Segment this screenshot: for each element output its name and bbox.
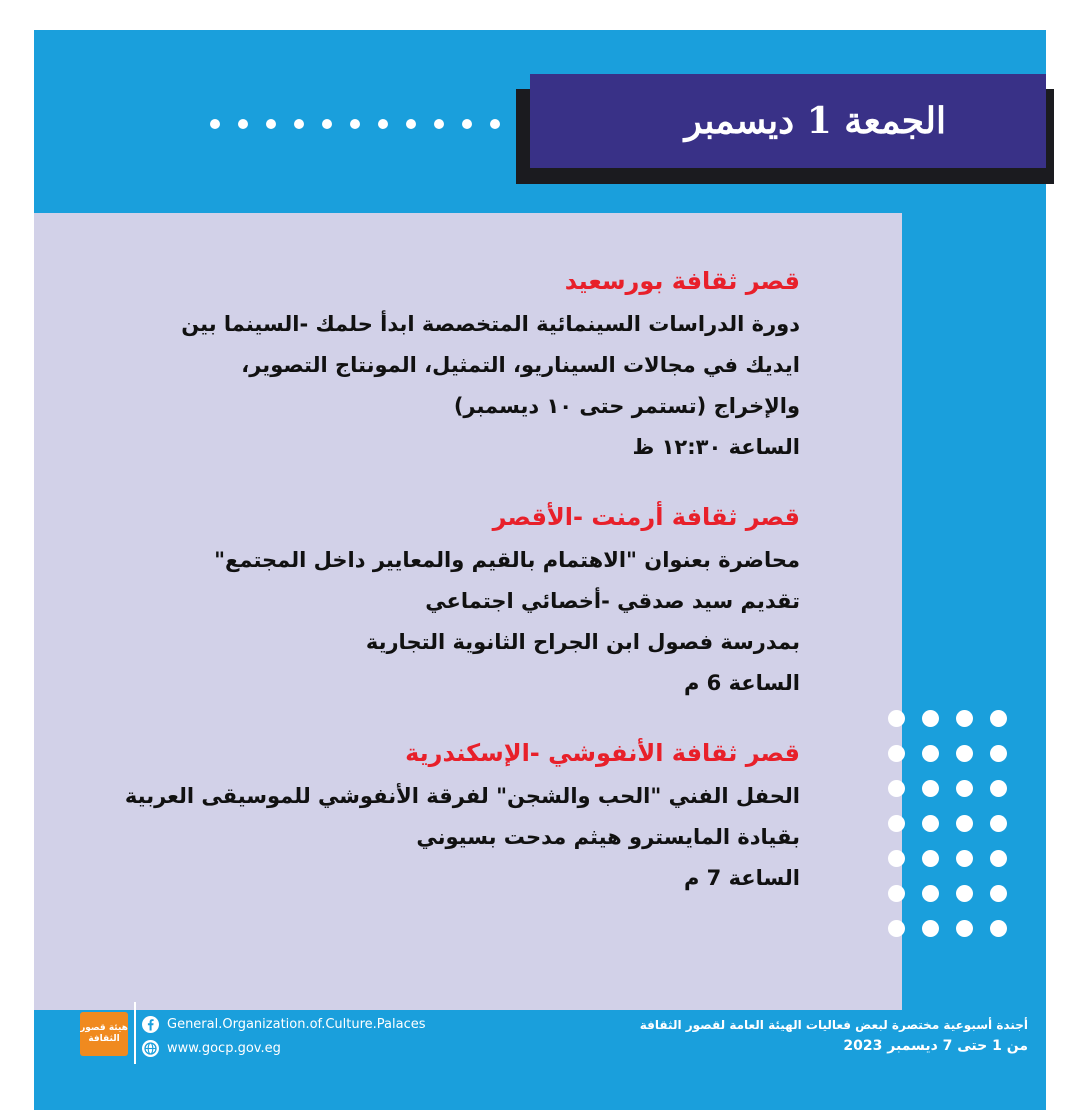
facebook-icon — [142, 1016, 159, 1033]
dot-decoration — [888, 780, 905, 797]
footer-divider — [134, 1002, 136, 1064]
decorative-dot-grid — [888, 710, 1008, 972]
event-detail-line: تقديم سيد صدقي -أخصائي اجتماعي — [425, 589, 800, 613]
dot-decoration — [922, 815, 939, 832]
dot-decoration — [378, 119, 388, 129]
dot-decoration — [266, 119, 276, 129]
date-title: الجمعة 1 ديسمبر — [684, 100, 946, 142]
dot-decoration — [956, 780, 973, 797]
dot-decoration — [434, 119, 444, 129]
dot-decoration — [956, 920, 973, 937]
dot-decoration — [888, 885, 905, 902]
agenda-date-range: من 1 حتى 7 ديسمبر 2023 — [843, 1038, 1028, 1054]
gocp-logo — [80, 1012, 128, 1056]
dot-decoration — [922, 850, 939, 867]
dot-decoration — [238, 119, 248, 129]
dot-decoration — [922, 745, 939, 762]
dot-decoration — [990, 780, 1007, 797]
dot-decoration — [956, 850, 973, 867]
dot-decoration — [922, 885, 939, 902]
dot-decoration — [990, 745, 1007, 762]
event-venue: قصر ثقافة أرمنت -الأقصر — [492, 503, 800, 531]
dot-decoration — [990, 920, 1007, 937]
agenda-description: أجندة أسبوعية مختصرة لبعض فعاليات الهيئة العامة لقصور الثقافة — [639, 1018, 1028, 1032]
dot-decoration — [922, 920, 939, 937]
dot-decoration — [888, 815, 905, 832]
dot-decoration — [294, 119, 304, 129]
facebook-link[interactable] — [142, 1013, 442, 1035]
event-item — [120, 258, 800, 468]
agenda-note — [608, 1015, 1028, 1057]
dot-decoration — [322, 119, 332, 129]
event-detail-line: بمدرسة فصول ابن الجراح الثانوية التجارية — [365, 630, 800, 654]
decorative-dot-row — [210, 117, 500, 131]
event-item — [120, 494, 800, 704]
dot-decoration — [990, 850, 1007, 867]
dot-decoration — [406, 119, 416, 129]
event-time: الساعة 6 م — [683, 671, 800, 695]
website-link[interactable] — [142, 1037, 442, 1059]
event-time: الساعة 7 م — [683, 866, 800, 890]
event-detail-line: ايديك في مجالات السيناريو، التمثيل، المونتاج التصوير، — [241, 353, 800, 377]
dot-decoration — [350, 119, 360, 129]
event-venue: قصر ثقافة بورسعيد — [564, 267, 800, 295]
event-detail-line: بقيادة المايسترو هيثم مدحت بسيوني — [416, 825, 800, 849]
dot-decoration — [888, 920, 905, 937]
event-detail-line: والإخراج (تستمر حتى ١٠ ديسمبر) — [453, 394, 800, 418]
events-list — [120, 258, 800, 925]
dot-decoration — [956, 815, 973, 832]
dot-decoration — [956, 710, 973, 727]
facebook-handle: General.Organization.of.Culture.Palaces — [167, 1016, 426, 1032]
dot-decoration — [956, 885, 973, 902]
event-detail-line: محاضرة بعنوان "الاهتمام بالقيم والمعايير داخل المجتمع" — [214, 548, 800, 572]
website-url: www.gocp.gov.eg — [167, 1040, 281, 1056]
globe-icon — [142, 1040, 159, 1057]
dot-decoration — [990, 885, 1007, 902]
logo-text: هيئة قصور الثقافة — [80, 1023, 128, 1044]
dot-decoration — [462, 119, 472, 129]
dot-decoration — [956, 745, 973, 762]
dot-decoration — [490, 119, 500, 129]
dot-decoration — [888, 710, 905, 727]
dot-decoration — [990, 815, 1007, 832]
dot-decoration — [990, 710, 1007, 727]
date-banner — [530, 74, 1046, 168]
dot-decoration — [922, 780, 939, 797]
dot-decoration — [888, 745, 905, 762]
social-links — [142, 1013, 442, 1061]
event-venue: قصر ثقافة الأنفوشي -الإسكندرية — [405, 739, 800, 767]
event-detail-line: دورة الدراسات السينمائية المتخصصة ابدأ حلمك -السينما بين — [181, 312, 800, 336]
dot-decoration — [210, 119, 220, 129]
event-detail-line: الحفل الفني "الحب والشجن" لفرقة الأنفوشي للموسيقى العربية — [124, 784, 800, 808]
event-time: الساعة ١٢:٣٠ ظ — [632, 435, 800, 459]
event-item — [120, 730, 800, 899]
dot-decoration — [922, 710, 939, 727]
dot-decoration — [888, 850, 905, 867]
